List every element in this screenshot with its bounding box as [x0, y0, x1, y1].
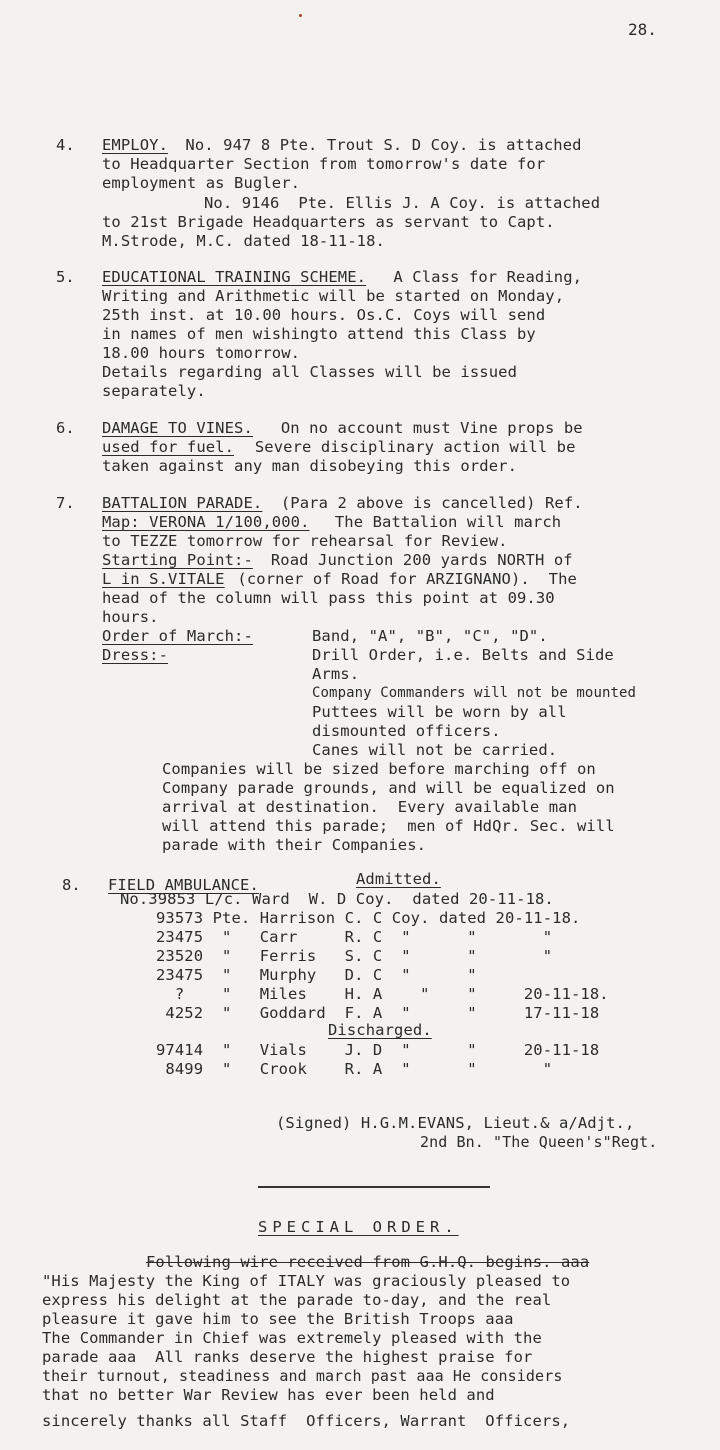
para7-line: parade with their Companies. [162, 836, 427, 854]
para5-line: Writing and Arithmetic will be started on Monday, [102, 287, 565, 305]
dress-line: Company Commanders will not be mounted [312, 685, 637, 701]
para7-line: The Battalion will march [316, 513, 562, 531]
para5-number: 5. [56, 268, 75, 286]
signature-line: 2nd Bn. "The Queen's"Regt. [420, 1133, 658, 1151]
para6-number: 6. [56, 419, 75, 437]
dress-line: Drill Order, i.e. Belts and Side [312, 646, 614, 664]
para5-line: in names of men wishingto attend this Class by [102, 325, 536, 343]
para6-line: used for fuel. [102, 438, 235, 456]
para4-line: employment as Bugler. [102, 174, 301, 192]
para6-heading: DAMAGE TO VINES. [102, 419, 253, 437]
ambulance-row: 97414 " Vials J. D " " 20-11-18 [156, 1041, 600, 1059]
para8-number: 8. [62, 876, 81, 894]
para7-line: arrival at destination. Every available man [162, 798, 577, 816]
dress-line: Arms. [312, 665, 360, 683]
para4-line: No. 9146 Pte. Ellis J. A Coy. is attached [204, 194, 601, 212]
special-order-line: pleasure it gave him to see the British Troops aaa [42, 1310, 514, 1328]
ambulance-row: 23475 " Carr R. C " " " [156, 928, 553, 946]
para7-heading: BATTALION PARADE. [102, 494, 263, 512]
para7-location: L in S.VITALE [102, 570, 225, 588]
ambulance-row: 23475 " Murphy D. C " " [156, 966, 477, 984]
dress-line: Puttees will be worn by all [312, 703, 567, 721]
order-of-march-label: Order of March:- [102, 627, 253, 645]
para4-line: No. 947 8 Pte. Trout S. D Coy. is attached [176, 136, 582, 154]
para4-line: to Headquarter Section from tomorrow's date for [102, 155, 546, 173]
signature-line: (Signed) H.G.M.EVANS, Lieut.& a/Adjt., [276, 1114, 635, 1132]
para7-line: Company parade grounds, and will be equalized on [162, 779, 615, 797]
special-order-line: express his delight at the parade to-day, and the real [42, 1291, 552, 1309]
special-order-title: SPECIAL ORDER. [258, 1218, 459, 1236]
para4-line: to 21st Brigade Headquarters as servant to Capt. [102, 213, 555, 231]
ambulance-row: 8499 " Crook R. A " " " [156, 1060, 553, 1078]
para7-map-ref: Map: VERONA 1/100,000. [102, 513, 310, 531]
para4-number: 4. [56, 136, 75, 154]
dress-line: Canes will not be carried. [312, 741, 558, 759]
para5-line: Details regarding all Classes will be issued [102, 363, 517, 381]
ambulance-row: No.39853 L/c. Ward W. D Coy. dated 20-11-18. [120, 890, 554, 908]
ambulance-row: ? " Miles H. A " " 20-11-18. [156, 985, 609, 1003]
para4-line: M.Strode, M.C. dated 18-11-18. [102, 232, 385, 250]
para4-heading: EMPLOY. [102, 136, 169, 154]
para6-line: taken against any man disobeying this order. [102, 457, 517, 475]
para7-line: hours. [102, 608, 159, 626]
para7-line: (corner of Road for ARZIGNANO). The [228, 570, 577, 588]
special-order-line: The Commander in Chief was extremely pleased with the [42, 1329, 542, 1347]
ambulance-row: 93573 Pte. Harrison C. C Coy. dated 20-11-18. [156, 909, 581, 927]
page-number: 28. [628, 20, 657, 39]
divider-rule [258, 1186, 490, 1188]
para7-number: 7. [56, 494, 75, 512]
ambulance-row: 23520 " Ferris S. C " " " [156, 947, 553, 965]
special-order-line: "His Majesty the King of ITALY was graciously pleased to [42, 1272, 571, 1290]
special-order-line: their turnout, steadiness and march past aaa He considers [42, 1367, 563, 1385]
dress-label: Dress:- [102, 646, 169, 664]
para8-heading: FIELD AMBULANCE. [108, 876, 259, 894]
para5-line: A Class for Reading, [384, 268, 583, 286]
special-order-line: parade aaa All ranks deserve the highest praise for [42, 1348, 533, 1366]
struck-line: Following wire received from G.H.Q. begins. aaa [146, 1253, 590, 1271]
para6-line: Severe disciplinary action will be [236, 438, 576, 456]
para5-line: separately. [102, 382, 206, 400]
special-order-line: that no better War Review has ever been held and [42, 1386, 495, 1404]
para7-line: Companies will be sized before marching off on [162, 760, 596, 778]
para6-line: On no account must Vine props be [262, 419, 583, 437]
dress-line: dismounted officers. [312, 722, 501, 740]
admitted-heading: Admitted. [356, 870, 441, 888]
para7-line: Road Junction 200 yards NORTH of [252, 551, 573, 569]
ink-mark [299, 14, 302, 17]
para7-line: will attend this parade; men of HdQr. Sec. will [162, 817, 615, 835]
para5-heading: EDUCATIONAL TRAINING SCHEME. [102, 268, 367, 286]
para5-line: 25th inst. at 10.00 hours. Os.C. Coys will send [102, 306, 546, 324]
ambulance-row: 4252 " Goddard F. A " " 17-11-18 [156, 1004, 600, 1022]
starting-point-label: Starting Point:- [102, 551, 253, 569]
para7-line: (Para 2 above is cancelled) Ref. [262, 494, 583, 512]
order-of-march-value: Band, "A", "B", "C", "D". [312, 627, 548, 645]
para7-line: to TEZZE tomorrow for rehearsal for Review. [102, 532, 508, 550]
special-order-line: sincerely thanks all Staff Officers, Warrant Officers, [42, 1412, 571, 1430]
para7-line: head of the column will pass this point at 09.30 [102, 589, 555, 607]
para5-line: 18.00 hours tomorrow. [102, 344, 301, 362]
discharged-heading: Discharged. [328, 1021, 432, 1039]
